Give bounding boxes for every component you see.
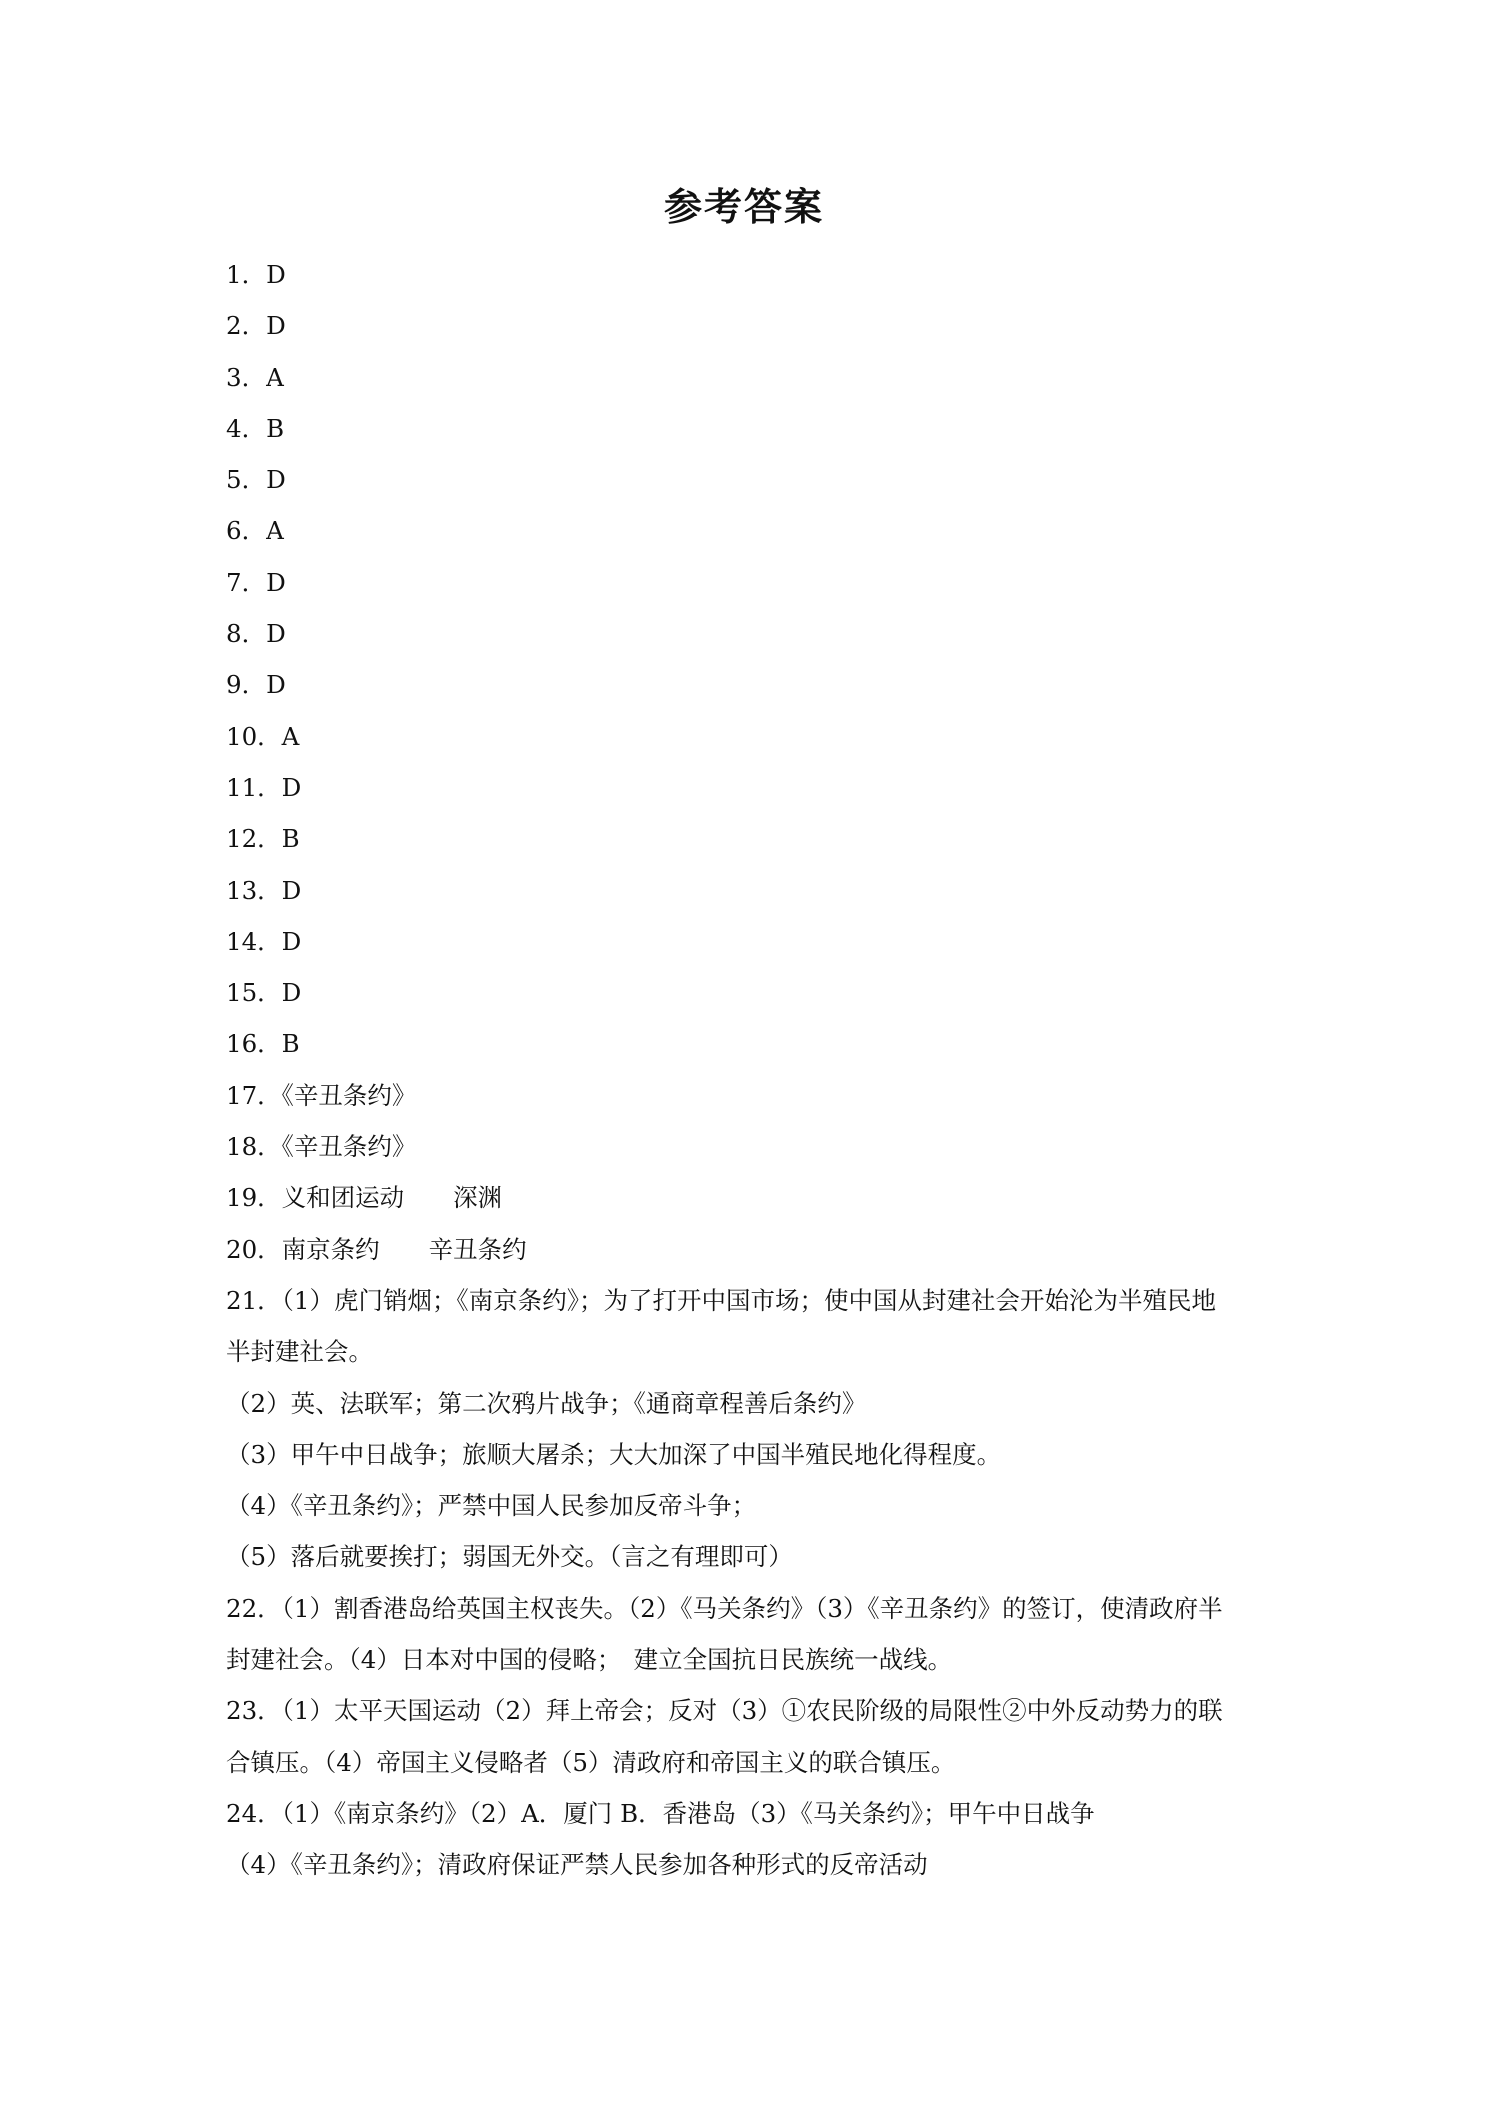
answer-17: 17．《辛丑条约》 bbox=[226, 1080, 417, 1110]
answer-20: 20．南京条约 辛丑条约 bbox=[226, 1234, 527, 1264]
answer-8: 8．D bbox=[226, 619, 286, 649]
answer-16: 16．B bbox=[226, 1029, 300, 1059]
answer-11: 11．D bbox=[226, 772, 302, 802]
answer-19: 19．义和团运动 深渊 bbox=[226, 1183, 503, 1213]
answer-21-part-3: （3）甲午中日战争；旅顺大屠杀；大大加深了中国半殖民地化得程度。 bbox=[226, 1439, 1002, 1469]
answer-21-part-2: （2）英、法联军；第二次鸦片战争；《通商章程善后条约》 bbox=[226, 1388, 867, 1418]
answer-23-line-2: 合镇压。（4）帝国主义侵略者（5）清政府和帝国主义的联合镇压。 bbox=[226, 1747, 956, 1777]
answer-24-line-1: 24．（1）《南京条约》（2）A．厦门 B．香港岛（3）《马关条约》；甲午中日战争 bbox=[226, 1798, 1095, 1828]
answer-7: 7．D bbox=[226, 567, 286, 597]
answer-23-line-1: 23．（1）太平天国运动（2）拜上帝会；反对（3）①农民阶级的局限性②中外反动势力的联 bbox=[226, 1696, 1223, 1726]
answer-15: 15．D bbox=[226, 978, 302, 1008]
answer-9: 9．D bbox=[226, 670, 286, 700]
answer-3: 3．A bbox=[226, 362, 284, 392]
answer-21-part-5: （5）落后就要挨打；弱国无外交。（言之有理即可） bbox=[226, 1542, 793, 1572]
answer-21-part-4: （4）《辛丑条约》；严禁中国人民参加反帝斗争； bbox=[226, 1491, 757, 1521]
answer-22-line-1: 22．（1）割香港岛给英国主权丧失。（2）《马关条约》（3）《辛丑条约》的签订，使清政府半 bbox=[226, 1593, 1223, 1623]
answer-24-line-2: （4）《辛丑条约》；清政府保证严禁人民参加各种形式的反帝活动 bbox=[226, 1850, 928, 1880]
answer-18: 18．《辛丑条约》 bbox=[226, 1132, 417, 1162]
answer-5: 5．D bbox=[226, 465, 286, 495]
page-title: 参考答案 bbox=[663, 185, 824, 229]
answer-6: 6．A bbox=[226, 516, 284, 546]
answer-list bbox=[226, 249, 1276, 1891]
answer-21-line-1: 21．（1）虎门销烟；《南京条约》；为了打开中国市场；使中国从封建社会开始沦为半殖民地 bbox=[226, 1285, 1217, 1315]
answer-4: 4．B bbox=[226, 413, 285, 443]
answer-2: 2．D bbox=[226, 311, 286, 341]
answer-21-line-2: 半封建社会。 bbox=[226, 1337, 373, 1367]
answer-13: 13．D bbox=[226, 875, 302, 905]
answer-14: 14．D bbox=[226, 926, 302, 956]
answer-1: 1．D bbox=[226, 260, 286, 289]
answer-10: 10．A bbox=[226, 721, 300, 751]
answer-12: 12．B bbox=[226, 824, 300, 854]
answer-22-line-2: 封建社会。（4）日本对中国的侵略； 建立全国抗日民族统一战线。 bbox=[226, 1645, 953, 1675]
